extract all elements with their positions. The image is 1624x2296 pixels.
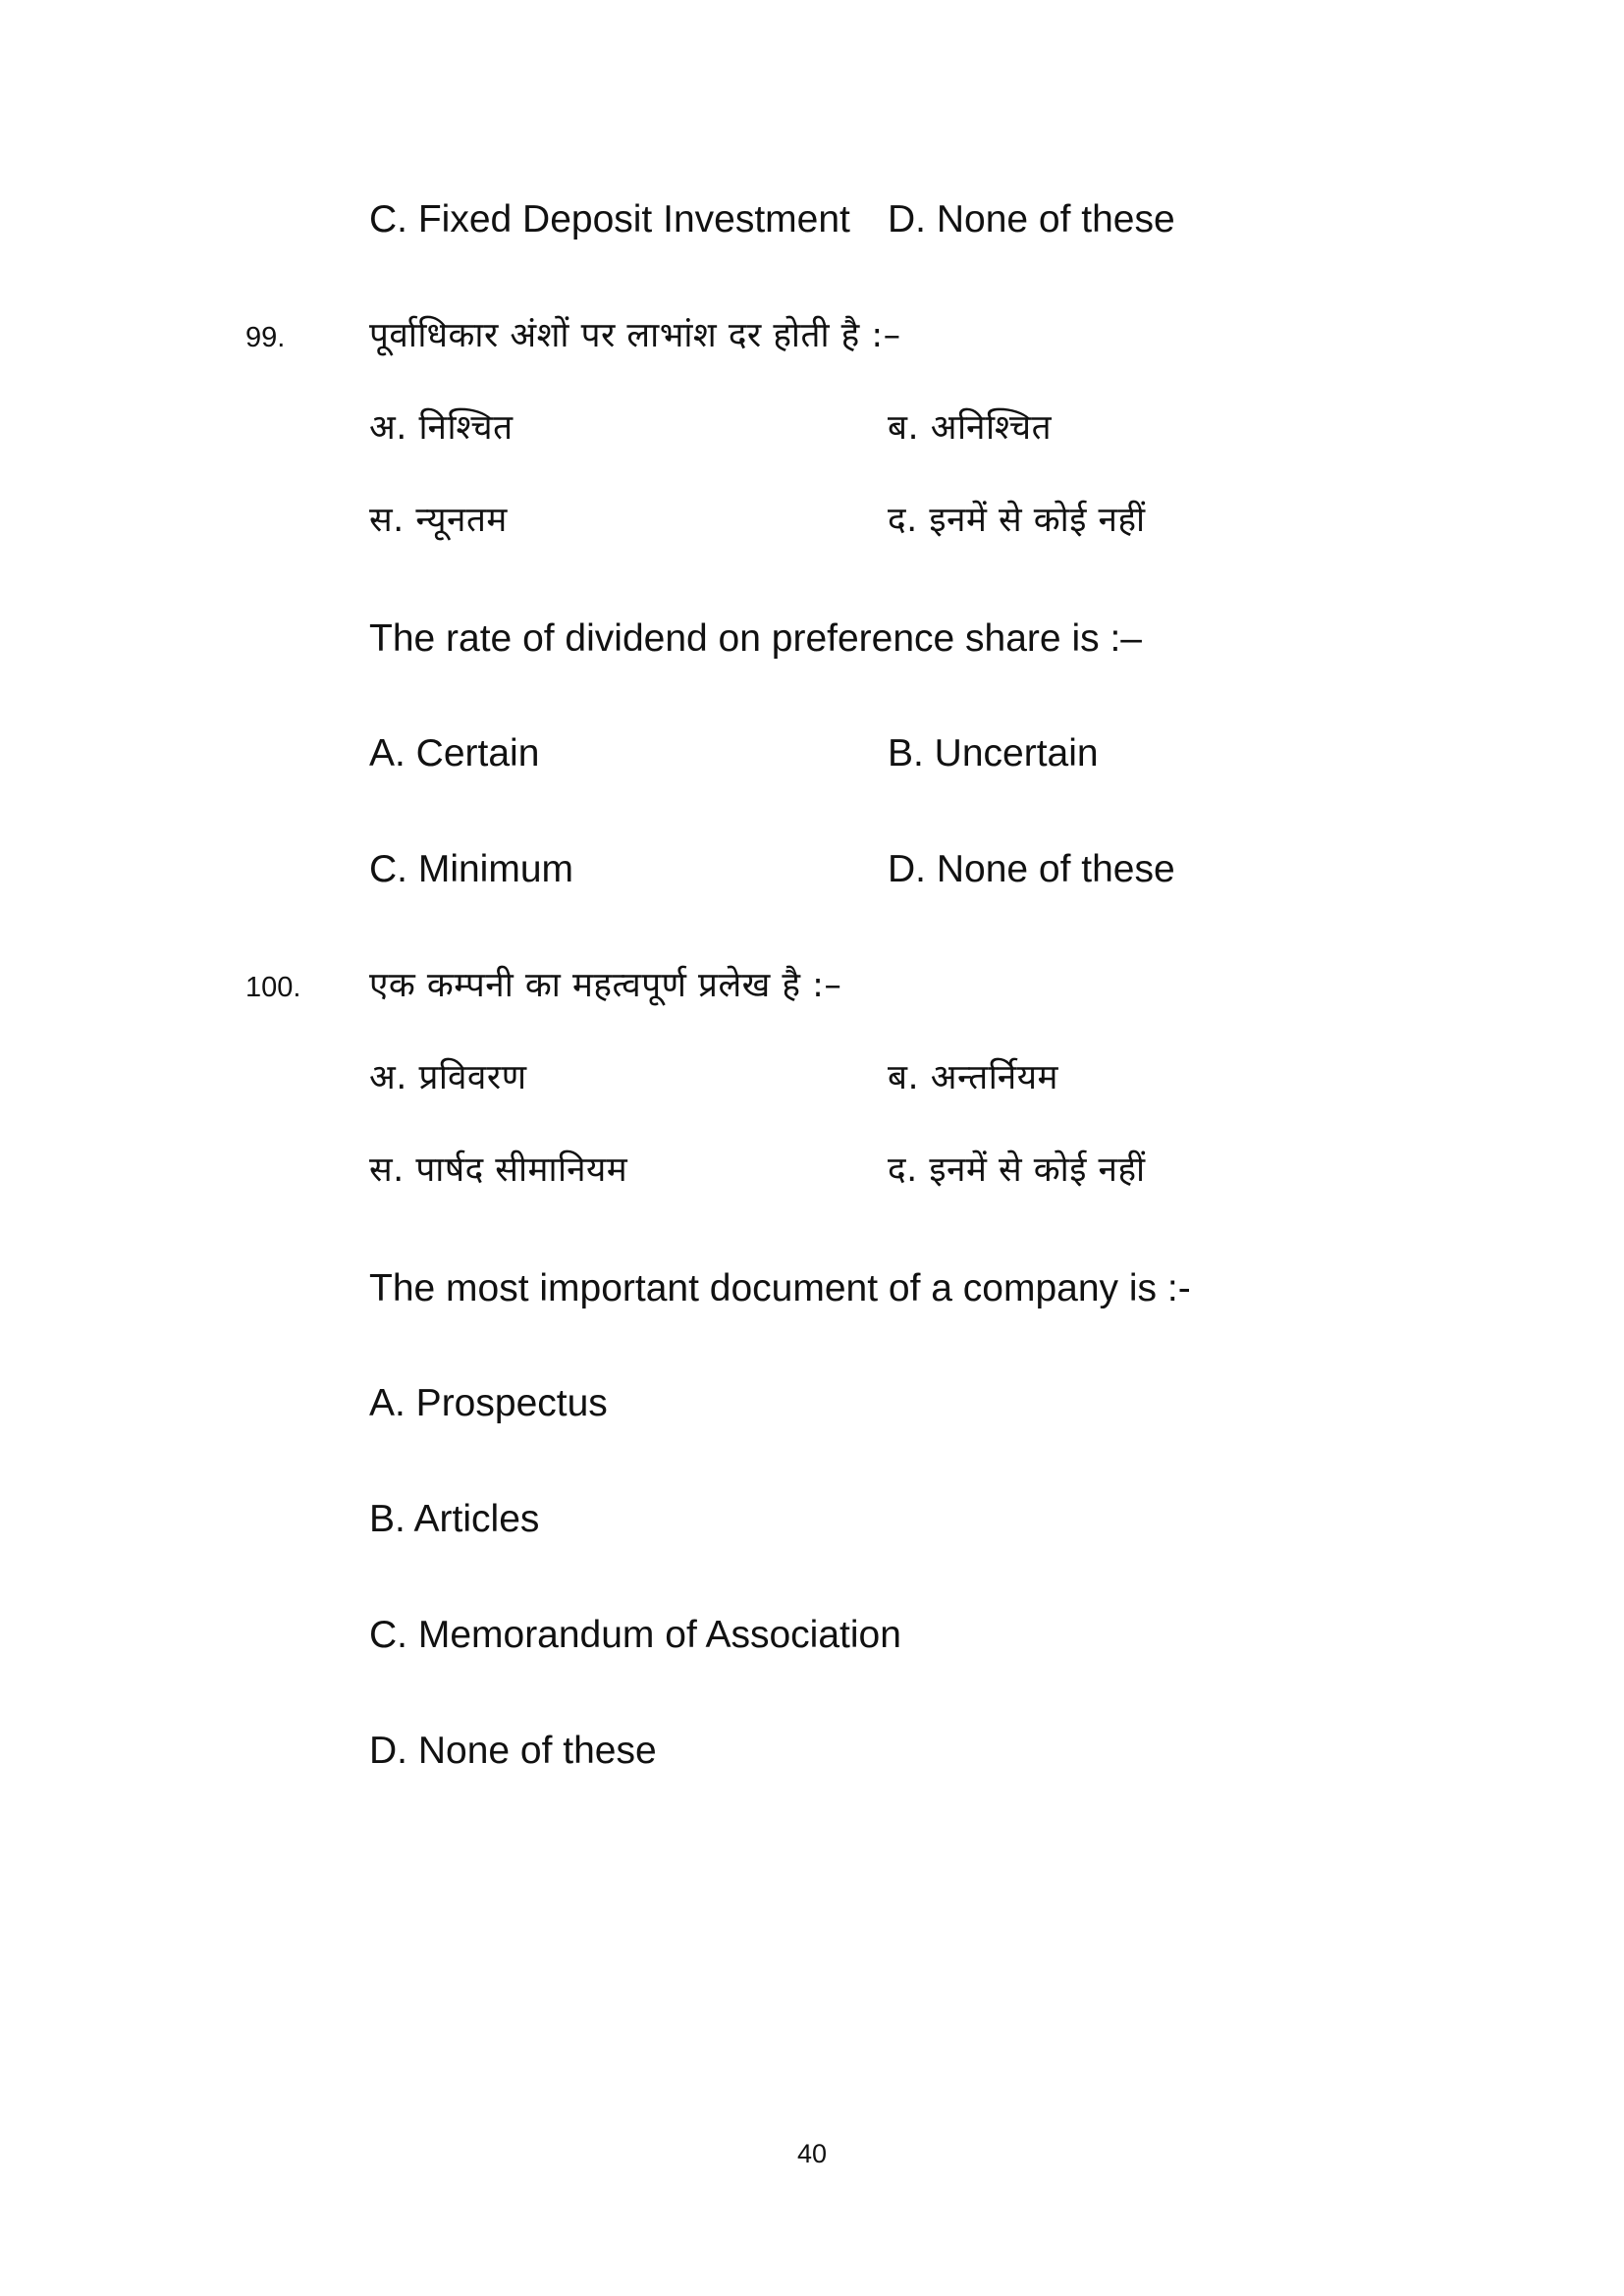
carryover-option-c: C. Fixed Deposit Investment bbox=[369, 198, 850, 240]
english-option: B. Articles bbox=[369, 1498, 540, 1540]
hindi-option: द. इनमें से कोई नहीं bbox=[888, 1150, 1146, 1190]
hindi-question-text: पूर्वाधिकार अंशों पर लाभांश दर होती है :– bbox=[369, 316, 901, 355]
english-option: C. Minimum bbox=[369, 848, 574, 890]
english-question-text: The most important document of a company is :- bbox=[369, 1267, 1191, 1309]
question-number: 100. bbox=[245, 972, 301, 1003]
english-question-text: The rate of dividend on preference share is :– bbox=[369, 617, 1142, 660]
hindi-option: स. न्यूनतम bbox=[369, 501, 508, 540]
english-option: C. Memorandum of Association bbox=[369, 1614, 901, 1656]
hindi-option: द. इनमें से कोई नहीं bbox=[888, 501, 1146, 540]
hindi-option: अ. निश्चित bbox=[369, 408, 514, 448]
hindi-option: अ. प्रविवरण bbox=[369, 1058, 527, 1097]
page-number: 40 bbox=[796, 2139, 828, 2168]
english-option: A. Prospectus bbox=[369, 1382, 608, 1424]
hindi-option: ब. अनिश्चित bbox=[888, 408, 1053, 448]
english-option: A. Certain bbox=[369, 732, 540, 774]
english-option: B. Uncertain bbox=[888, 732, 1099, 774]
hindi-option: स. पार्षद सीमानियम bbox=[369, 1150, 628, 1190]
english-option: D. None of these bbox=[369, 1730, 657, 1772]
carryover-option-d: D. None of these bbox=[888, 198, 1175, 240]
english-option: D. None of these bbox=[888, 848, 1175, 890]
hindi-question-text: एक कम्पनी का महत्वपूर्ण प्रलेख है :– bbox=[369, 966, 842, 1005]
question-number: 99. bbox=[245, 322, 286, 353]
hindi-option: ब. अन्तर्नियम bbox=[888, 1058, 1058, 1097]
